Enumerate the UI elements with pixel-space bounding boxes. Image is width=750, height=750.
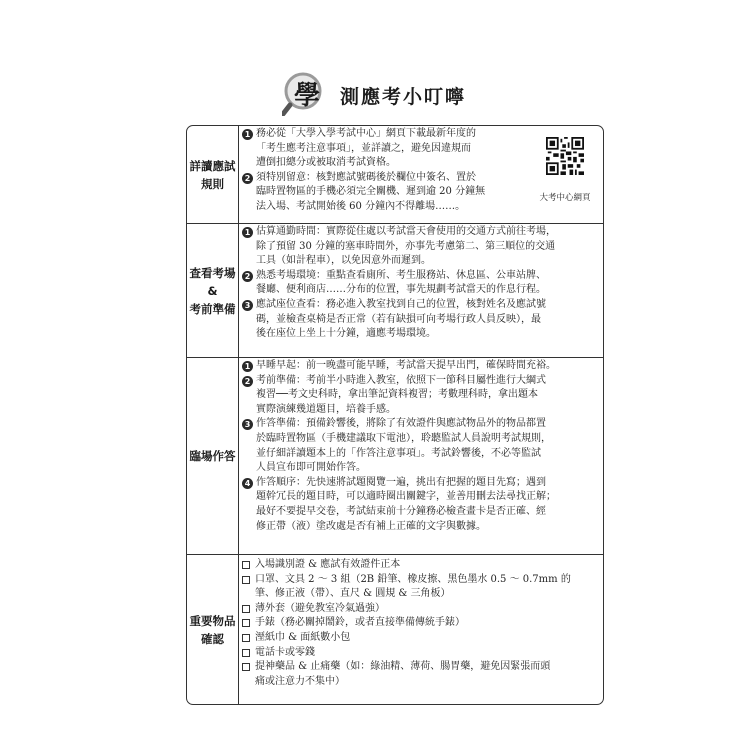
item-number: 2 xyxy=(242,173,253,184)
section-content xyxy=(239,358,603,554)
item-line: 口罩、文具 2 ～ 3 組（2B 鉛筆、橡皮擦、黑色墨水 0.5 ～ 0.7mm 的 xyxy=(255,573,571,585)
list-item xyxy=(242,359,597,374)
checklist-item xyxy=(242,646,597,661)
section-label xyxy=(187,358,239,554)
section-content xyxy=(239,224,603,357)
title-rest: 測應考小叮嚀 xyxy=(340,86,467,108)
label-line: 規則 xyxy=(201,176,224,191)
item-line: 法入場、考試開始後 60 分鐘內不得離場……。 xyxy=(256,200,466,212)
item-line: 須特別留意：核對應試號碼後於欄位中簽名、置於 xyxy=(256,171,476,183)
qr-caption: 大考中心網頁 xyxy=(539,192,591,203)
label-line: 詳讀應試 xyxy=(189,158,236,173)
item-line: 務必從「大學入學考試中心」網頁下載最新年度的 xyxy=(256,128,476,139)
item-line: 題幹冗長的題目時，可以適時圈出關鍵字，並善用刪去法尋找正解； xyxy=(256,491,556,503)
page-title xyxy=(282,72,482,116)
qr-block xyxy=(535,137,595,205)
list-item xyxy=(242,171,517,215)
item-number: 2 xyxy=(242,376,253,387)
item-line: 熟悉考場環境：重點查看廁所、考生服務站、休息區、公車站牌、 xyxy=(256,269,546,281)
section-content xyxy=(239,555,603,704)
checklist-item xyxy=(242,602,597,617)
item-line: 並仔細詳讀題本上的「作答注意事項」。考試鈴響後，不必等監試 xyxy=(256,447,541,459)
item-line: 人員宣布即可開始作答。 xyxy=(256,462,366,474)
section-on-site xyxy=(187,357,603,554)
section-content xyxy=(239,126,603,223)
item-line: 作答順序：先快速將試題閱覽一遍，挑出有把握的題目先寫；遇到 xyxy=(256,476,546,488)
list-item xyxy=(242,298,597,342)
section-venue-prep xyxy=(187,223,603,357)
checklist-item xyxy=(242,660,597,689)
label-line: 臨場作答 xyxy=(189,449,236,463)
item-line: 臨時置物區的手機必須完全關機、遲到逾 20 分鐘無 xyxy=(256,186,486,198)
checkbox[interactable] xyxy=(242,561,250,569)
item-number: 3 xyxy=(242,419,253,430)
label-line: 確認 xyxy=(201,631,224,646)
item-line: 作答準備：預備鈴響後，將除了有效證件與應試物品外的物品都置 xyxy=(256,418,546,430)
item-number: 4 xyxy=(242,478,253,489)
title-area xyxy=(0,72,750,116)
checklist-item xyxy=(242,558,597,573)
item-line: 入場識別證 & 應試有效證件正本 xyxy=(255,559,401,570)
checklist-item xyxy=(242,616,597,631)
item-line: 於臨時置物區（手機建議取下電池），聆聽監試人員說明考試規則， xyxy=(256,432,551,444)
item-line: 應試座位查看：務必進入教室找到自己的位置，核對姓名及應試號 xyxy=(256,298,546,310)
item-line: 後在座位上坐上十分鐘，適應考場環境。 xyxy=(256,328,436,340)
item-line: 早睡早起：前一晚盡可能早睡，考試當天提早出門，確保時間充裕。 xyxy=(256,360,556,371)
item-line: 電話卡或零錢 xyxy=(255,646,315,658)
list-item xyxy=(242,374,597,418)
item-line: 痛或注意力不集中） xyxy=(255,675,345,687)
checkbox[interactable] xyxy=(242,663,250,671)
label-line: 考前準備 xyxy=(189,301,236,316)
checkbox[interactable] xyxy=(242,649,250,657)
item-line: 「考生應考注意事項」，並詳讀之，避免因違規而 xyxy=(256,142,471,154)
item-line: 修正帶（液）塗改處是否有補上正確的文字與數據。 xyxy=(256,520,486,532)
checklist-table xyxy=(186,125,604,705)
item-line: 溼紙巾 & 面紙數小包 xyxy=(255,631,351,643)
list-item xyxy=(242,417,597,475)
list-item xyxy=(242,476,597,534)
item-number: 1 xyxy=(242,227,253,238)
item-number: 2 xyxy=(242,271,253,282)
list-item xyxy=(242,269,597,298)
item-line: 估算通勤時間：實際從住處以考試當天會使用的交通方式前往考場， xyxy=(256,226,556,237)
item-number: 1 xyxy=(242,361,253,372)
checkbox[interactable] xyxy=(242,576,250,584)
item-line: 最好不要提早交卷，考試結束前十分鐘務必檢查畫卡是否正確、經 xyxy=(256,505,546,517)
item-number: 1 xyxy=(242,129,253,140)
checkbox[interactable] xyxy=(242,619,250,627)
section-label xyxy=(187,126,239,223)
section-items-check xyxy=(187,554,603,704)
item-line: 工具（如計程車），以免因意外而遲到。 xyxy=(256,255,431,267)
item-number: 3 xyxy=(242,300,253,311)
item-line: 實際演練幾道題目，培養手感。 xyxy=(256,403,396,415)
item-line: 薄外套（避免教室冷氣過強） xyxy=(255,602,385,614)
item-line: 手錶（務必關掉鬧鈴，或者直接準備傳統手錶） xyxy=(255,617,465,629)
title-first-char: 學 xyxy=(294,81,322,111)
checkbox[interactable] xyxy=(242,605,250,613)
qr-code-icon[interactable] xyxy=(546,137,584,175)
list-item xyxy=(242,127,517,171)
checklist-item xyxy=(242,631,597,646)
item-line: 碼，並檢查桌椅是否正常（若有缺損可向考場行政人員反映），最 xyxy=(256,313,541,325)
label-line: 重要物品 xyxy=(189,613,236,628)
checklist-item xyxy=(242,573,597,602)
section-rules xyxy=(187,126,603,223)
item-line: 遭倒扣總分或被取消考試資格。 xyxy=(256,157,396,169)
item-line: 筆、修正液（帶）、直尺 & 圓規 & 三角板） xyxy=(255,588,451,600)
section-label xyxy=(187,224,239,357)
item-line: 複習──考文史科時，拿出筆記資料複習；考數理科時，拿出題本 xyxy=(256,389,539,401)
item-line: 考前準備：考前半小時進入教室，依照下一節科目屬性進行大綱式 xyxy=(256,374,546,386)
label-line: 查看考場 xyxy=(189,265,236,280)
item-line: 提神藥品 & 止痛藥（如：綠油精、薄荷、腸胃藥，避免因緊張而頭 xyxy=(255,661,551,673)
label-line: & xyxy=(207,283,218,298)
item-line: 除了預留 30 分鐘的塞車時間外，亦事先考慮第二、第三順位的交通 xyxy=(256,240,556,252)
item-line: 餐廳、便利商店……分布的位置，事先規劃考試當天的作息行程。 xyxy=(256,284,546,296)
section-label xyxy=(187,555,239,704)
checkbox[interactable] xyxy=(242,634,250,642)
list-item xyxy=(242,225,597,269)
